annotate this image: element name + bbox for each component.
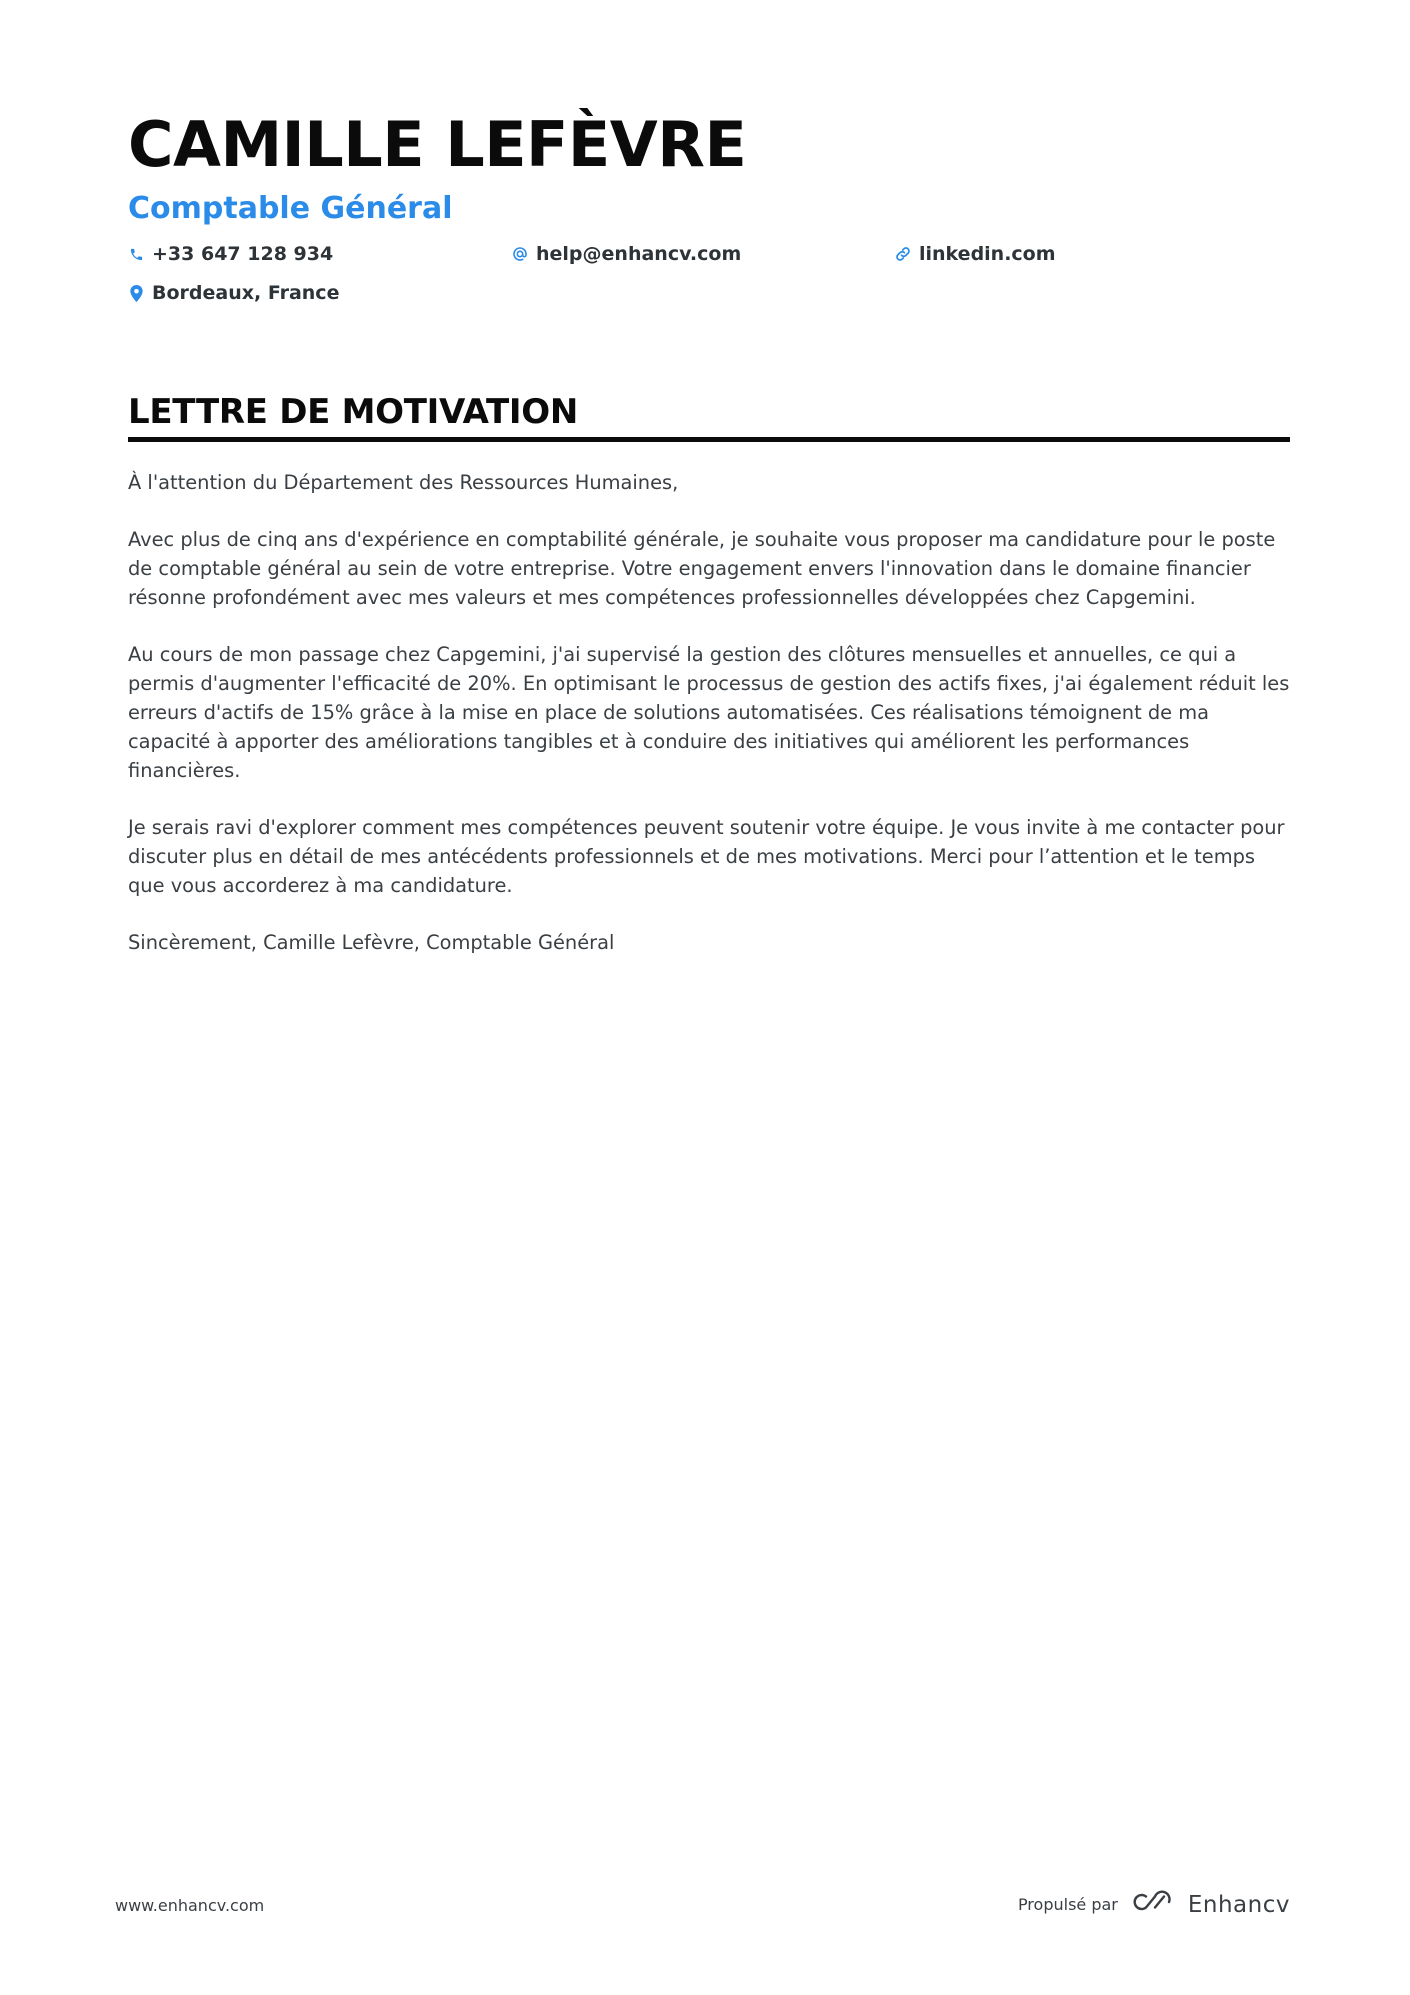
candidate-name: CAMILLE LEFÈVRE [128, 108, 747, 181]
footer-website[interactable]: www.enhancv.com [115, 1896, 265, 1915]
letter-closing: Sincèrement, Camille Lefèvre, Comptable Général [128, 931, 615, 954]
at-icon [512, 245, 528, 263]
letter-paragraph: Au cours de mon passage chez Capgemini, j'ai supervisé la gestion des clôtures mensuelles et annuelles, ce qui a permis d'augmenter l'efficacité de 20%. En optimisant le processus de gestion des actifs fixes, j'ai également réduit les erreurs d'actifs de 15% grâce à la mise en place de solutions automatisées. Ces réalisations témoignent de ma capacité à apporter des améliorations tangibles et à conduire des initiatives qui améliorent les performances financières. [128, 643, 1290, 782]
contact-email[interactable] [512, 243, 741, 265]
letter-paragraph: Je serais ravi d'explorer comment mes compétences peuvent soutenir votre équipe. Je vous invite à me contacter pour discuter plus en détail de mes antécédents professionnels et de mes motivations. Merci pour l’attention et le temps que vous accorderez à ma candidature. [128, 816, 1285, 897]
letter-body [128, 468, 1290, 985]
footer-branding [1018, 1890, 1290, 1919]
contact-linkedin[interactable] [895, 243, 1056, 265]
candidate-role: Comptable Général [128, 191, 453, 226]
letter-paragraph: Avec plus de cinq ans d'expérience en comptabilité générale, je souhaite vous proposer ma candidature pour le poste de comptable général au sein de votre entreprise. Votre engagement envers l'innovation dans le domaine financier résonne profondément avec mes valeurs et mes compétences professionnelles développées chez Capgemini. [128, 528, 1276, 609]
location-pin-icon [128, 284, 144, 302]
phone-icon [128, 245, 144, 263]
brand-name: Enhancv [1187, 1891, 1290, 1918]
location-text: Bordeaux, France [152, 282, 340, 304]
brand-logo[interactable] [1132, 1890, 1290, 1919]
linkedin-text[interactable]: linkedin.com [919, 243, 1056, 265]
email-text[interactable]: help@enhancv.com [536, 243, 742, 265]
link-icon [895, 245, 911, 263]
enhancv-logo-icon [1132, 1890, 1178, 1919]
section-title: LETTRE DE MOTIVATION [128, 392, 579, 432]
contact-location [128, 282, 339, 304]
contact-phone [128, 243, 333, 265]
phone-text: +33 647 128 934 [152, 243, 334, 265]
letter-salutation: À l'attention du Département des Ressources Humaines, [128, 471, 679, 494]
section-divider [128, 437, 1290, 442]
powered-by-label: Propulsé par [1017, 1895, 1118, 1914]
